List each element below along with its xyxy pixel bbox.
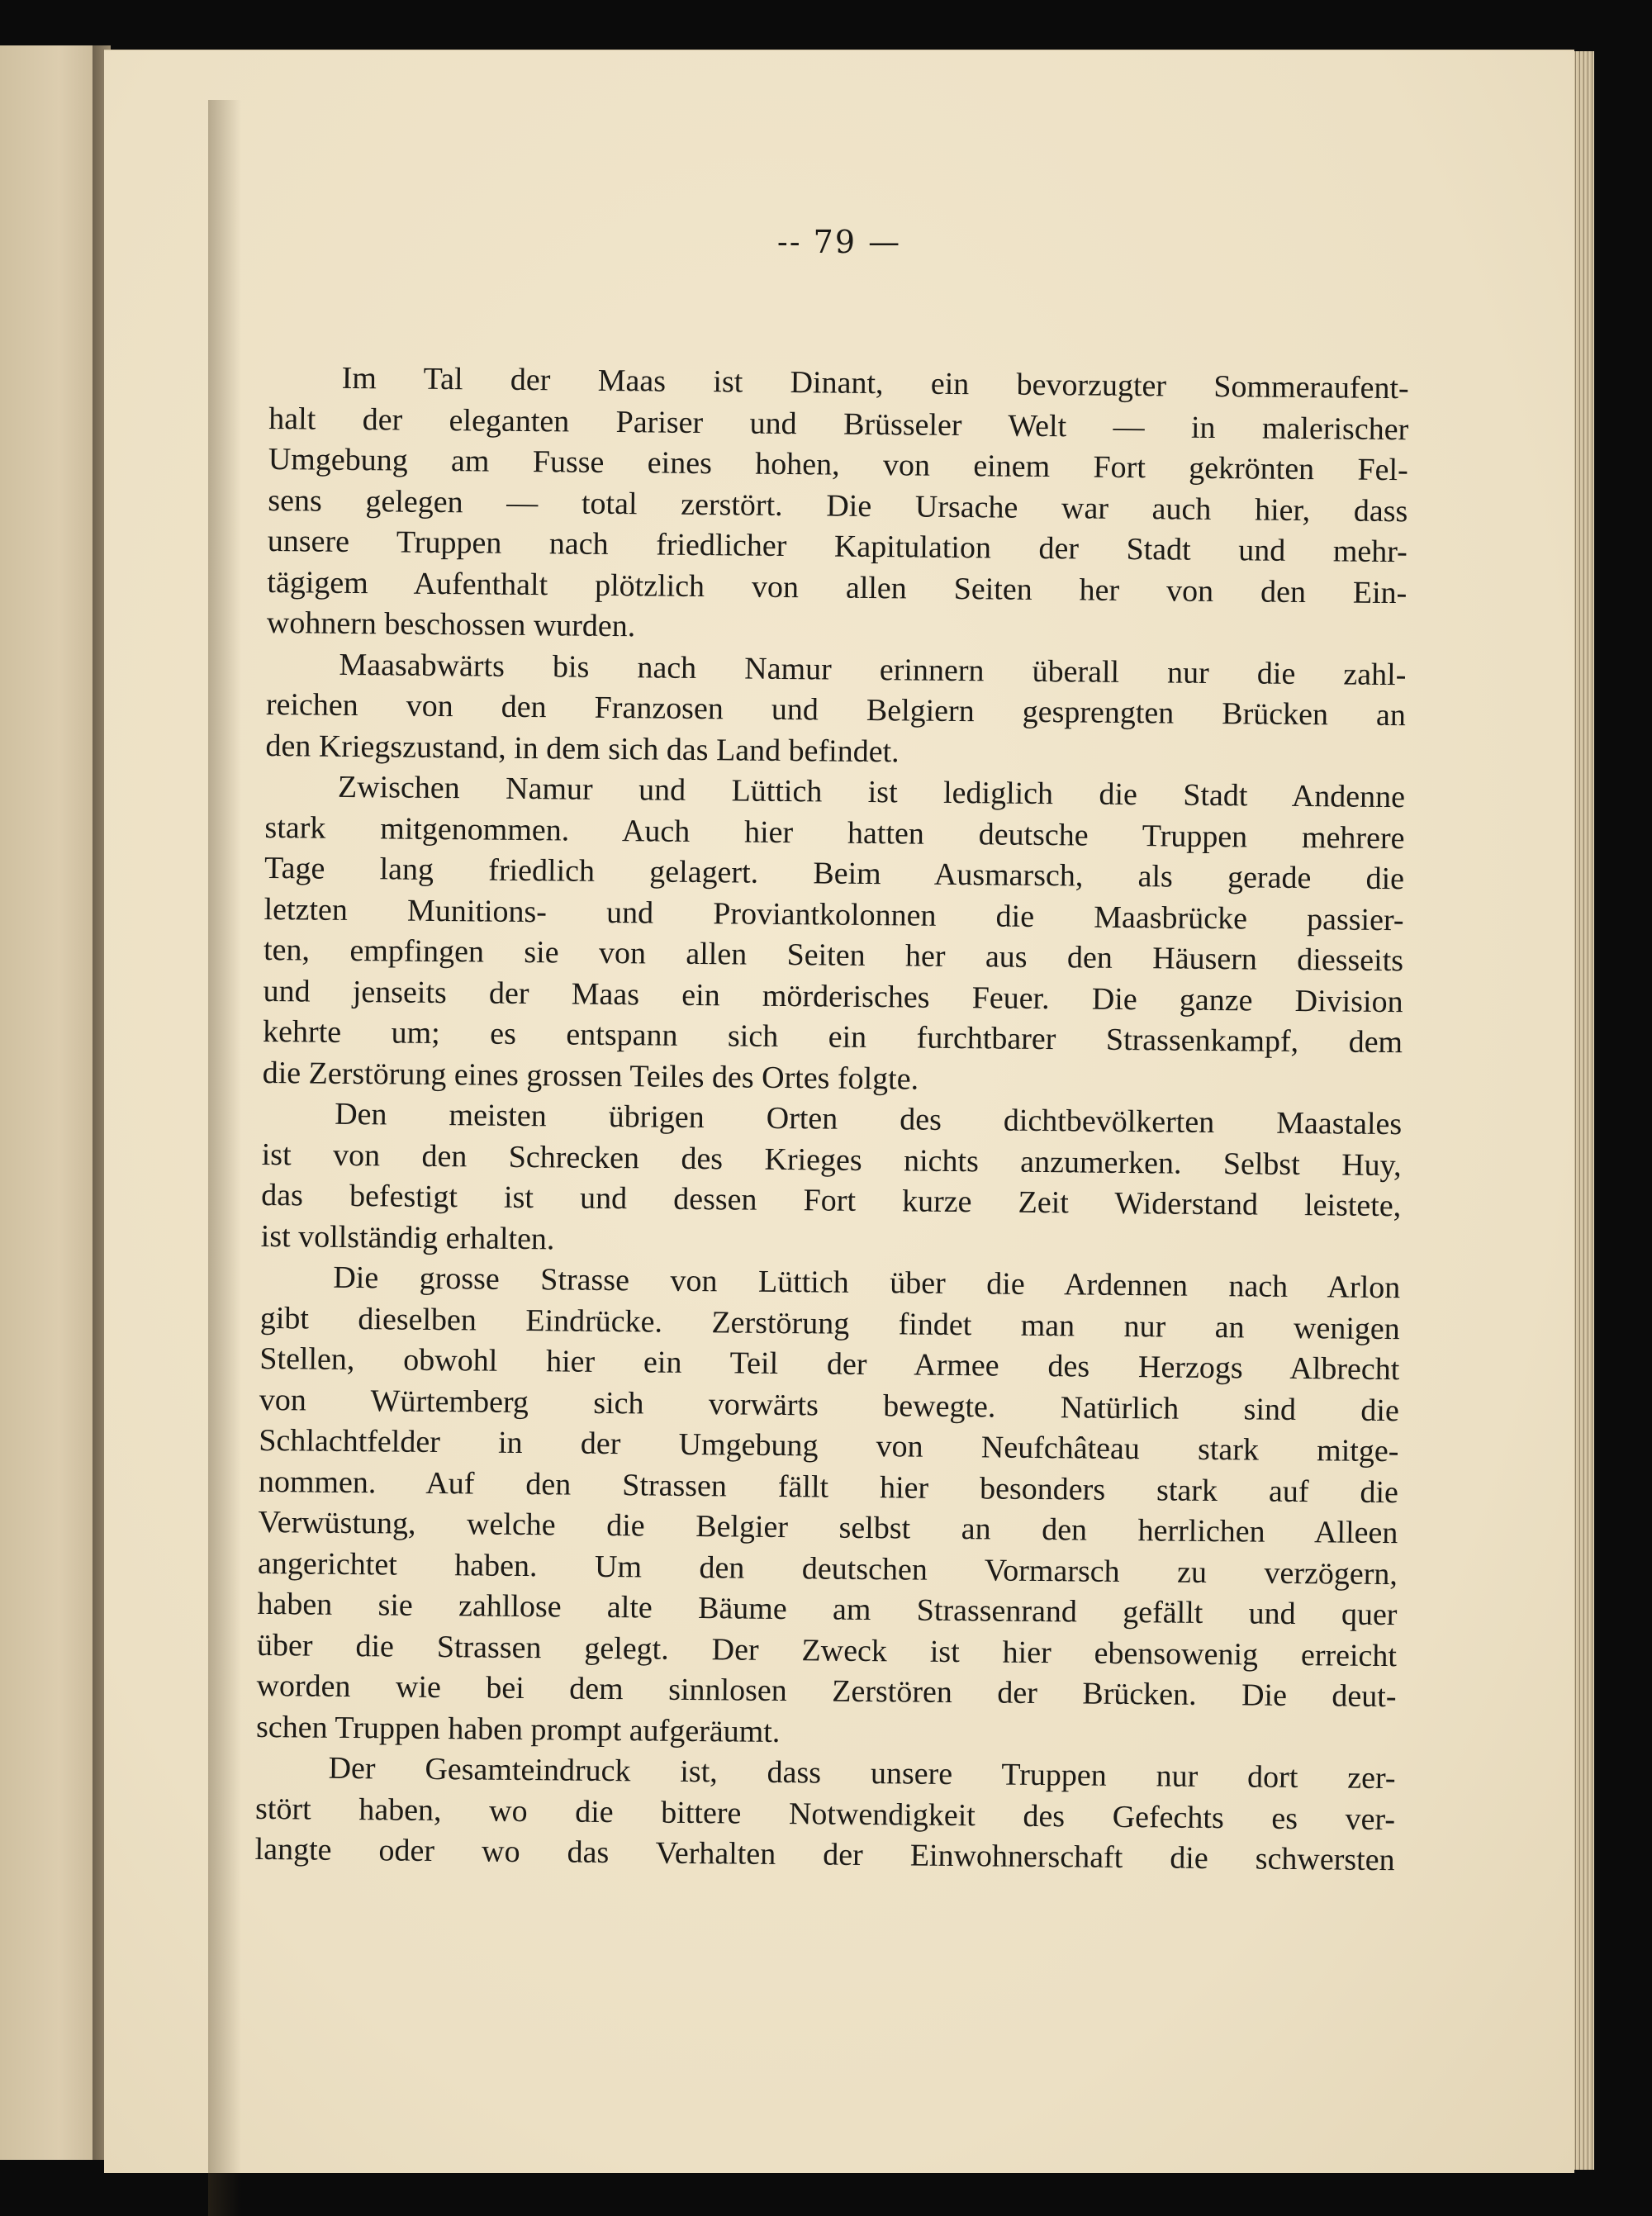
text-line: Der Gesamteindruck ist, dass unsere Truppen nur dort zer- xyxy=(328,1750,1396,1796)
text-line: worden wie bei dem sinnlosen Zerstören der Brücken. Die deut- xyxy=(256,1668,1397,1715)
text-line: Die grosse Strasse von Lüttich über die Ardennen nach Arlon xyxy=(333,1260,1401,1306)
text-line: halt der eleganten Pariser und Brüsseler Welt — in malerischer xyxy=(268,401,1409,447)
text-line: haben sie zahllose alte Bäume am Strassenrand gefällt und quer xyxy=(257,1586,1398,1633)
text-line: Im Tal der Maas ist Dinant, ein bevorzugter Sommeraufent- xyxy=(341,360,1409,406)
text-line: stark mitgenommen. Auch hier hatten deutsche Truppen mehrere xyxy=(264,809,1405,856)
text-line: stört haben, wo die bittere Notwendigkeit des Gefechts es ver- xyxy=(254,1791,1396,1837)
text-line: Maasabwärts bis nach Namur erinnern überall nur die zahl- xyxy=(339,647,1407,692)
text-line: kehrte um; es entspann sich ein furchtbarer Strassenkampf, dem xyxy=(262,1013,1403,1061)
body-text xyxy=(254,358,1409,1881)
text-line: ten, empfingen sie von allen Seiten her aus den Häusern diesseits xyxy=(263,932,1404,979)
text-line: Den meisten übrigen Orten des dichtbevölkerten Maastales xyxy=(335,1096,1403,1142)
text-line: letzten Munitions- und Proviantkolonnen die Maasbrücke passier- xyxy=(263,891,1404,937)
text-line: schen Truppen haben prompt aufgeräumt. xyxy=(255,1709,781,1749)
text-line: das befestigt ist und dessen Fort kurze Zeit Widerstand leistete, xyxy=(261,1177,1402,1224)
text-line: Verwüstung, welche die Belgier selbst an den herrlichen Alleen xyxy=(258,1504,1398,1551)
text-line: langte oder wo das Verhalten der Einwohnerschaft die schwersten xyxy=(254,1831,1395,1878)
text-line: reichen von den Franzosen und Belgiern gesprengten Brücken an xyxy=(265,686,1407,733)
text-line: sens gelegen — total zerstört. Die Ursache war auch hier, dass xyxy=(268,482,1408,529)
page-number: -- 79 — xyxy=(776,224,902,260)
book-page xyxy=(104,50,1574,2173)
text-line: ist von den Schrecken des Krieges nichts anzumerken. Selbst Huy, xyxy=(261,1136,1402,1183)
text-line: Zwischen Namur und Lüttich ist lediglich die Stadt Andenne xyxy=(337,769,1406,815)
text-line: Schlachtfelder in der Umgebung von Neufchâteau stark mitge- xyxy=(259,1422,1399,1469)
facing-page-edge xyxy=(0,45,101,2160)
text-line: gibt dieselben Eindrücke. Zerstörung findet man nur an wenigen xyxy=(259,1300,1400,1346)
text-line: über die Strassen gelegt. Der Zweck ist hier ebensowenig erreicht xyxy=(256,1627,1398,1673)
text-line: Stellen, obwohl hier ein Teil der Armee des Herzogs Albrecht xyxy=(259,1341,1400,1388)
spine-shadow xyxy=(208,100,241,2216)
text-line: angerichtet haben. Um den deutschen Vormarsch zu verzögern, xyxy=(257,1545,1398,1592)
text-line: Tage lang friedlich gelagert. Beim Ausmarsch, als gerade die xyxy=(263,850,1405,897)
text-line: ist vollständig erhalten. xyxy=(260,1218,555,1256)
text-line: unsere Truppen nach friedlicher Kapitulation der Stadt und mehr- xyxy=(267,523,1408,570)
text-line: von Würtemberg sich vorwärts bewegte. Natürlich sind die xyxy=(259,1382,1400,1428)
text-line: wohnern beschossen wurden. xyxy=(266,605,636,644)
text-line: die Zerstörung eines grossen Teiles des Ortes folgte. xyxy=(262,1055,919,1097)
text-line: tägigem Aufenthalt plötzlich von allen Seiten her von den Ein- xyxy=(267,564,1408,610)
text-line: nommen. Auf den Strassen fällt hier besonders stark auf die xyxy=(258,1464,1399,1510)
text-line: Umgebung am Fusse eines hohen, von einem Fort gekrönten Fel- xyxy=(268,441,1408,488)
text-line: den Kriegszustand, in dem sich das Land befindet. xyxy=(265,728,900,769)
text-line: und jenseits der Maas ein mörderisches Feuer. Die ganze Division xyxy=(263,973,1403,1019)
